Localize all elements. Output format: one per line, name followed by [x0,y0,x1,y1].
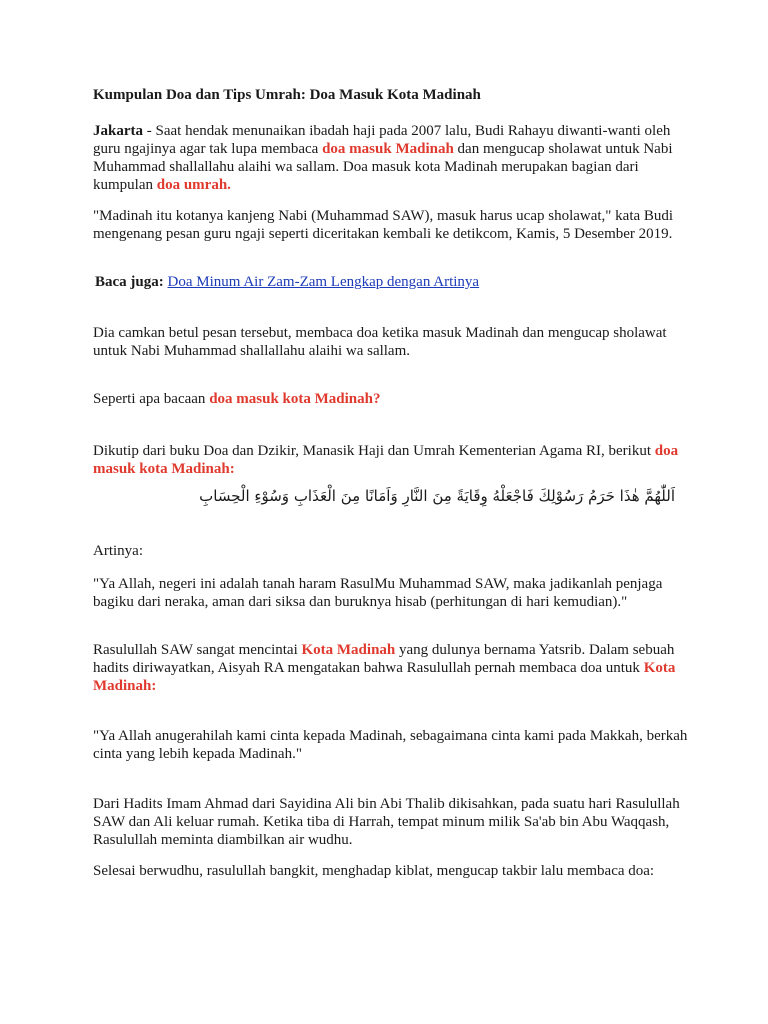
paragraph-rasulullah [93,641,693,695]
rasulullah-text-a: Rasulullah SAW sangat mencintai [93,642,302,658]
highlight-doa-umrah: doa umrah. [156,177,231,193]
highlight-question: doa masuk kota Madinah? [209,391,381,407]
question-text: Seperti apa bacaan [93,391,210,407]
highlight-source: doa masuk kota Madinah: [93,443,679,477]
related-label: Baca juga: [95,274,164,290]
intro-text-b: dan mengucap sholawat untuk Nabi Muhammad shallallahu alaihi wa sallam. Doa masuk kota Madinah merupakan bagian dari kumpulan [93,141,673,193]
article-title: Kumpulan Doa dan Tips Umrah: Doa Masuk Kota Madinah [93,87,481,103]
source-text: Dikutip dari buku Doa dan Dzikir, Manasik Haji dan Umrah Kementerian Agama RI, berikut [93,443,655,459]
paragraph-intro [93,122,693,194]
paragraph-doa-cinta: "Ya Allah anugerahilah kami cinta kepada Madinah, sebagaimana cinta kami pada Makkah, berkah cinta yang lebih kepada Madinah." [93,728,688,762]
paragraph-wudhu: Selesai berwudhu, rasulullah bangkit, menghadap kiblat, mengucap takbir lalu membaca doa: [93,863,655,879]
highlight-kota-madinah-2: Kota Madinah: [93,660,676,694]
paragraph-pesan: Dia camkan betul pesan tersebut, membaca doa ketika masuk Madinah dan mengucap sholawat untuk Nabi Muhammad shallallahu alaihi wa sallam. [93,325,667,359]
rasulullah-text-b: yang dulunya bernama Yatsrib. Dalam sebuah hadits diriwayatkan, Aisyah RA mengatakan bahwa Rasulullah pernah membaca doa untuk [93,642,675,676]
highlight-kota-madinah: Kota Madinah [301,642,396,658]
paragraph-hadits: Dari Hadits Imam Ahmad dari Sayidina Ali bin Abi Thalib dikisahkan, pada suatu hari Rasulullah SAW dan Ali keluar rumah. Ketika tiba di Harrah, tempat minum milik Sa'ab bin Abu Waqqash, Rasulullah meminta diambilkan air wudhu. [93,796,680,848]
related-article-link[interactable]: Doa Minum Air Zam-Zam Lengkap dengan Artinya [167,274,480,290]
paragraph-question [93,390,693,408]
paragraph-source [93,442,693,478]
dateline: Jakarta [93,123,143,139]
paragraph-translation: "Ya Allah, negeri ini adalah tanah haram RasulMu Muhammad SAW, maka jadikanlah penjaga bagiku dari neraka, aman dari siksa dan buruknya hisab (perhitungan di hari kemudian)." [93,576,663,610]
related-link-row [93,273,693,291]
artinya-label: Artinya: [93,543,143,559]
intro-text-a: Saat hendak menunaikan ibadah haji pada 2007 lalu, Budi Rahayu diwanti-wanti oleh guru ngajinya agar tak lupa membaca [93,123,671,157]
arabic-prayer: اَللّٰهُمَّ هٰذَا حَرَمُ رَسُوْلِكَ فَاجْعَلْهُ وِقَايَةً مِنَ النَّارِ وَاَمَانًا مِنَ الْعَذَابِ وَسُوْءِ الْحِسَابِ [199,487,675,505]
paragraph-quote-budi: "Madinah itu kotanya kanjeng Nabi (Muhammad SAW), masuk harus ucap sholawat," kata Budi mengenang pesan guru ngaji seperti diceritakan kembali ke detikcom, Kamis, 5 Desember 2019. [93,208,674,242]
highlight-doa-masuk-madinah: doa masuk Madinah [322,141,454,157]
dateline-separator: - [143,123,156,139]
